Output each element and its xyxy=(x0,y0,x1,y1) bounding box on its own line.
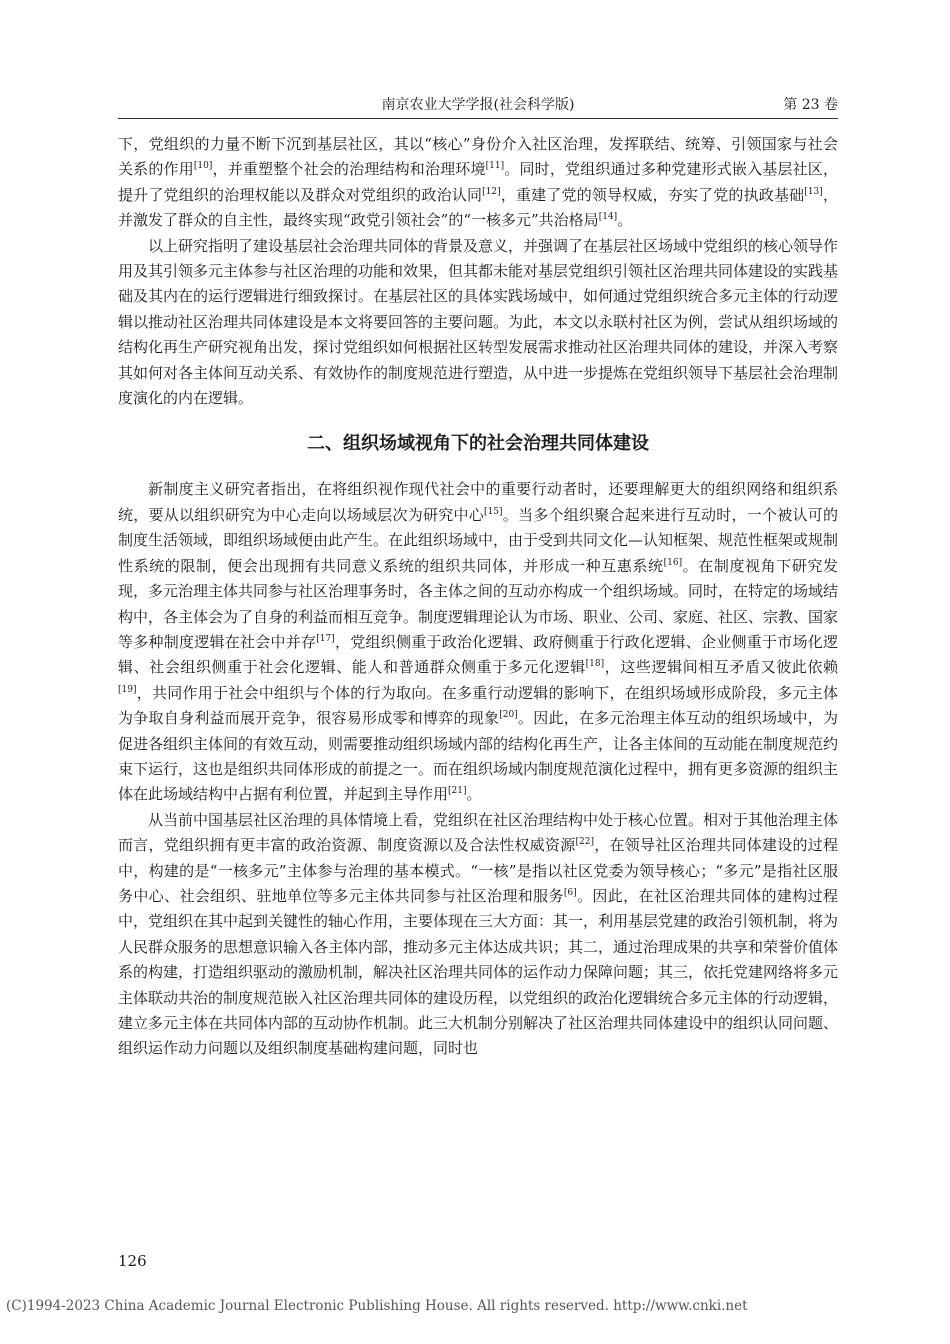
citation-ref: [15] xyxy=(484,506,503,517)
paragraph-text: 下，党组织的力量不断下沉到基层社区，其以“核心”身份介入社区治理，发挥联结、统筹、引领国家与社会关系的作用 xyxy=(118,135,838,179)
paragraph-text: 。同时，党组织通过多种党建形式嵌入基层社区，提升了党组织的治理权能以及群众对党组织的政治认同 xyxy=(118,160,838,204)
paragraph-text: ，并重塑整个社会的治理结构和治理环境 xyxy=(212,160,486,179)
citation-ref: [12] xyxy=(482,186,501,197)
page-number: 126 xyxy=(118,1252,147,1270)
paragraph-text: 从当前中国基层社区治理的具体情境上看，党组织在社区治理结构中处于核心位置。相对于其他治理主体而言，党组织拥有更丰富的政治资源、制度资源以及合法性权威资源 xyxy=(118,810,839,855)
citation-ref: [17] xyxy=(316,633,335,644)
copyright-footer: (C)1994-2023 China Academic Journal Electronic Publishing House. All rights reserved. http://www.cnki.net xyxy=(6,1298,748,1314)
citation-ref: [19] xyxy=(118,684,137,695)
paragraph-text: ，党组织侧重于政治化逻辑、政府侧重于行政化逻辑、企业侧重于市场化逻辑、社会组织侧重于社会化逻辑、能人和普通群众侧重于多元化逻辑 xyxy=(118,632,838,677)
citation-ref: [22] xyxy=(575,837,594,848)
paragraph-text: 。 xyxy=(617,211,633,230)
paragraph-text: ，在领导社区治理共同体建设的过程中，构建的是“一核多元”主体参与治理的基本模式。“一核”是指以社区党委为领导核心；“多元”是指社区服务中心、社会组织、驻地单位等多元主体共同参与社区治理和服务 xyxy=(118,836,838,905)
citation-ref: [18] xyxy=(585,659,605,670)
journal-title: 南京农业大学学报(社会科学版) xyxy=(381,97,575,113)
section-paragraphs xyxy=(118,477,838,1061)
citation-ref: [20] xyxy=(499,710,518,721)
citation-ref: [11] xyxy=(485,161,505,172)
paragraph-text: 。因此，在多元治理主体互动的组织场域中，为促进各组织主体间的有效互动，则需要推动组织场域内部的结构化再生产，让各主体间的互动能在制度规范约束下运行，这也是组织共同体形成的前提之一。而在组织场域内制度规范演化过程中，拥有更多资源的组织主体在此场域结构中占据有利位置，并起到主导作用 xyxy=(118,709,839,804)
body-paragraph xyxy=(118,234,838,412)
header-rule xyxy=(118,118,838,119)
intro-paragraphs xyxy=(118,132,838,411)
paragraph-text: ，共同作用于社会中组织与个体的行为取向。在多重行动逻辑的影响下，在组织场域形成阶段，多元主体为争取自身利益而展开竞争，很容易形成零和博弈的现象 xyxy=(118,683,838,728)
paragraph-text: 以上研究指明了建设基层社会治理共同体的背景及意义，并强调了在基层社区场域中党组织的核心领导作用及其引领多元主体参与社区治理的功能和效果，但其都未能对基层党组织引领社区治理共同体建设的实践基础及其内在的运行逻辑进行细致探讨。在基层社区的具体实践场域中，如何通过党组织统合多元主体的行动逻辑以推动社区治理共同体建设是本文将要回答的主要问题。为此，本文以永联村社区为例，尝试从组织场域的结构化再生产研究视角出发，探讨党组织如何根据社区转型发展需求推动社区治理共同体的建设，并深入考察其如何对各主体间互动关系、有效协作的制度规范进行塑造，从中进一步提炼在党组织领导下基层社会治理制度演化的内在逻辑。 xyxy=(118,236,839,408)
paragraph-text: ，重建了党的领导权威，夯实了党的执政基础 xyxy=(500,185,805,204)
paragraph-text: ，这些逻辑间相互矛盾又彼此依赖 xyxy=(604,658,838,677)
citation-ref: [16] xyxy=(663,557,683,568)
running-header xyxy=(118,92,838,120)
paragraph-text: 。 xyxy=(466,785,482,804)
paragraph-text: 。当多个组织聚合起来进行互动时，一个被认可的制度生活领域，即组织场域便由此产生。在此组织场域中，由于受到共同文化—认知框架、规范性框架或规制性系统的限制，便会出现拥有共同意义系统的组织共同体，并形成一种互惠系统 xyxy=(118,505,839,575)
citation-ref: [13] xyxy=(804,186,823,197)
paragraph-text: 。因此，在社区治理共同体的建构过程中，党组织在其中起到关键性的轴心作用，主要体现在三大方面：其一，利用基层党建的政治引领机制，将为人民群众服务的思想意识输入各主体内部，推动多元主体达成共识；其二，通过治理成果的共享和荣誉价值体系的构建，打造组织驱动的激励机制，解决社区治理共同体的运作动力保障问题；其三，依托党建网络将多元主体联动共治的制度规范嵌入社区治理共同体的建设历程，以党组织的政治化逻辑统合多元主体的行动逻辑，建立多元主体在共同体内部的互动协作机制。此三大机制分别解决了社区治理共同体建设中的组织认同问题、组织运作动力问题以及组织制度基础构建问题，同时也 xyxy=(118,886,839,1058)
section-heading: 二、组织场域视角下的社会治理共同体建设 xyxy=(307,433,649,455)
citation-ref: [6] xyxy=(563,887,577,898)
body-paragraph xyxy=(118,808,838,1062)
volume-label: 第 23 卷 xyxy=(783,97,838,113)
paragraph-text: 。在制度视角下研究发现，多元治理主体共同参与社区治理事务时，各主体之间的互动亦构成一个组织场域。同时，在特定的场域结构中，各主体会为了自身的利益而相互竞争。制度逻辑理论认为市场、职业、公司、家庭、社区、宗教、国家等多种制度逻辑在社会中并存 xyxy=(118,556,839,651)
body-paragraph xyxy=(118,132,838,234)
citation-ref: [10] xyxy=(193,161,213,172)
body-paragraph xyxy=(118,477,838,807)
citation-ref: [14] xyxy=(598,212,618,223)
citation-ref: [21] xyxy=(448,786,467,797)
paragraph-text: 新制度主义研究者指出，在将组织视作现代社会中的重要行动者时，还要理解更大的组织网络和组织系统，要从以组织研究为中心走向以场域层次为研究中心 xyxy=(118,480,838,524)
article-body xyxy=(118,132,838,1062)
paragraph-text: ，并激发了群众的自主性，最终实现“政党引领社会”的“一核多元”共治格局 xyxy=(118,185,838,230)
